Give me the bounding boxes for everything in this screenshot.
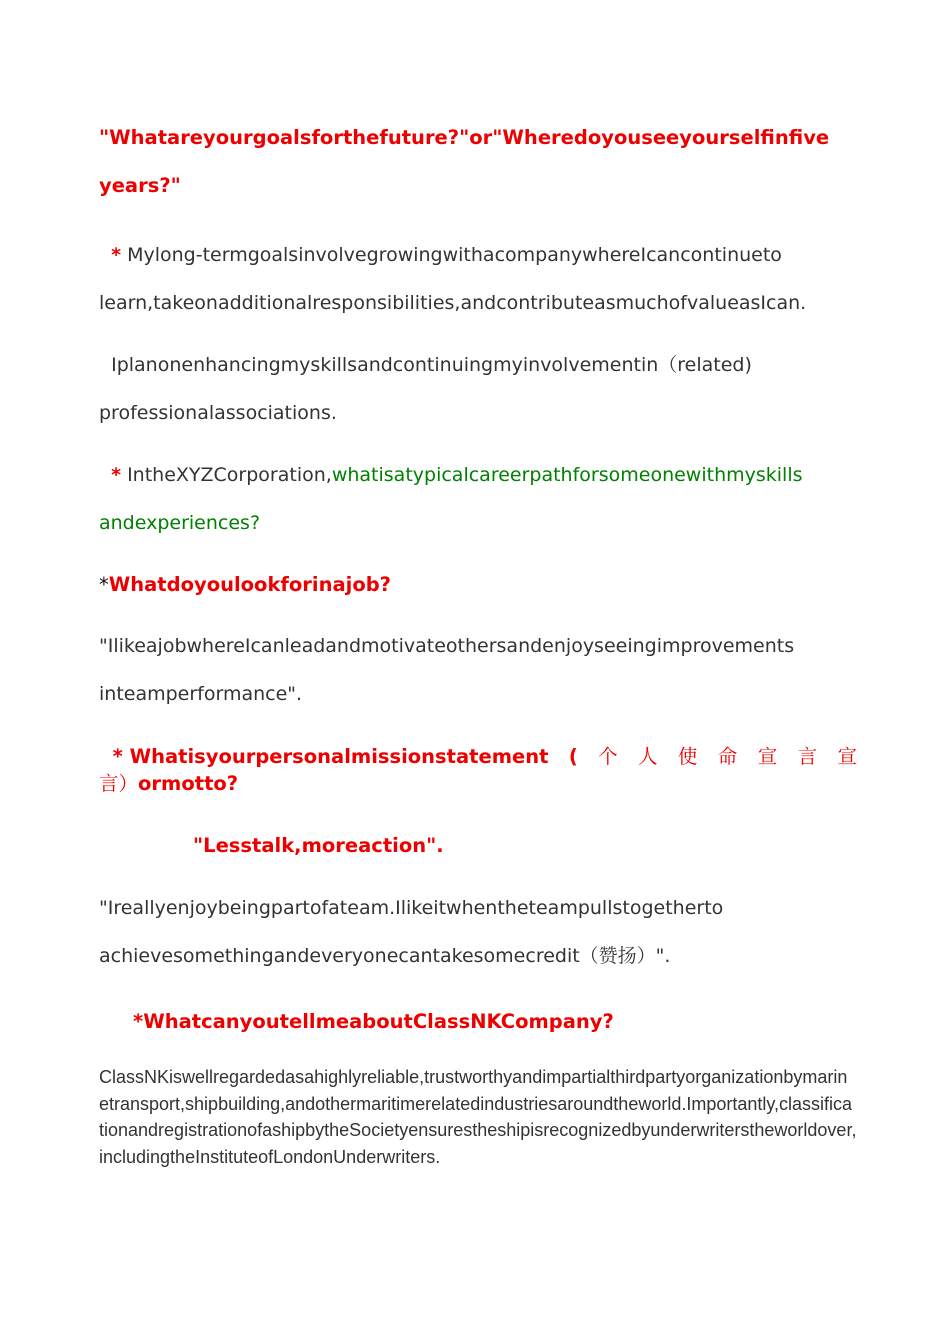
question-text — [99, 740, 548, 774]
question-text-main: Whatisyourpersonalmissionstatement — [129, 745, 549, 768]
cjk-char: 使 — [677, 745, 698, 768]
question-classnk: *WhatcanyoutellmeaboutClassNKCompany? — [133, 1010, 614, 1033]
answer-prefix: IntheXYZCorporation, — [127, 464, 332, 486]
bullet-star: * — [99, 573, 109, 596]
question-look-for-job — [99, 561, 859, 609]
question-line-1 — [99, 740, 857, 774]
answer-classnk: ClassNKiswellregardedasahighlyreliable,trustworthyandimpartialthirdpartyorganizationbymarinetransport,shipbuilding,andothermaritimerelatedindustriesaroundtheworld.Importantly,classificationandregistrationofashipbytheSocietyensurestheshipisrecognizedbyunderwriterstheworldover,includingtheInstituteofLondonUnderwriters. — [99, 1067, 857, 1167]
career-question-line-2: andexperiences? — [99, 512, 261, 534]
motto-text: "Lesstalk,moreaction". — [193, 834, 444, 857]
cjk-char: 人 — [638, 745, 658, 768]
answer-text-1: Mylong-termgoalsinvolvegrowingwithacompanywhereIcancontinueto — [127, 244, 782, 266]
answer-line-2: learn,takeonadditionalresponsibilities,andcontributeasmuchofvalueasIcan. — [99, 292, 807, 314]
answer-line-2: professionalassociations. — [99, 402, 337, 424]
bullet-star: * — [111, 244, 122, 266]
cjk-char: 命 — [717, 745, 738, 768]
open-paren: ( — [568, 745, 578, 768]
answer-line-1 — [99, 231, 859, 279]
cjk-char: 个 — [598, 745, 618, 768]
answer-enhancing-skills — [99, 341, 859, 437]
question-line-2: years?" — [99, 174, 181, 197]
question-line-1: "Whatareyourgoalsforthefuture?"or"Wheredoyouseeyourselfinfive — [99, 126, 830, 149]
answer-team-player — [99, 884, 859, 980]
answer-career-path — [99, 451, 859, 547]
answer-lead-motivate — [99, 622, 859, 718]
bullet-star: * — [111, 464, 122, 486]
question-text: Whatdoyoulookforinajob? — [108, 573, 391, 596]
question-mission-statement — [99, 740, 857, 794]
answer-line-2: achievesomethingandeveryonecantakesomecredit（赞扬）". — [99, 945, 671, 967]
cjk-char: 言 — [797, 745, 818, 768]
question-future-goals — [99, 114, 859, 210]
answer-line-1 — [99, 451, 859, 499]
answer-line-1: "IlikeajobwhereIcanleadandmotivateothersandenjoyseeingimprovements — [99, 635, 795, 657]
cjk-char: 宣 — [757, 745, 778, 768]
cjk-char: 宣 — [837, 745, 857, 768]
question-text-end: ormotto? — [138, 772, 239, 795]
career-question-text: whatisatypicalcareerpathforsomeonewithmyskills — [331, 464, 803, 486]
answer-line-1 — [99, 341, 859, 389]
answer-line-2: inteamperformance". — [99, 683, 303, 705]
answer-text: Iplanonenhancingmyskillsandcontinuingmyinvolvementin（related) — [111, 354, 752, 376]
answer-long-term-goals — [99, 231, 859, 327]
bullet-star: * — [112, 745, 123, 768]
answer-line-1: "Ireallyenjoybeingpartofateam.Ilikeitwhentheteampullstogetherto — [99, 897, 724, 919]
question-line-2 — [99, 774, 857, 794]
cjk-continuation: 言） — [99, 772, 139, 795]
